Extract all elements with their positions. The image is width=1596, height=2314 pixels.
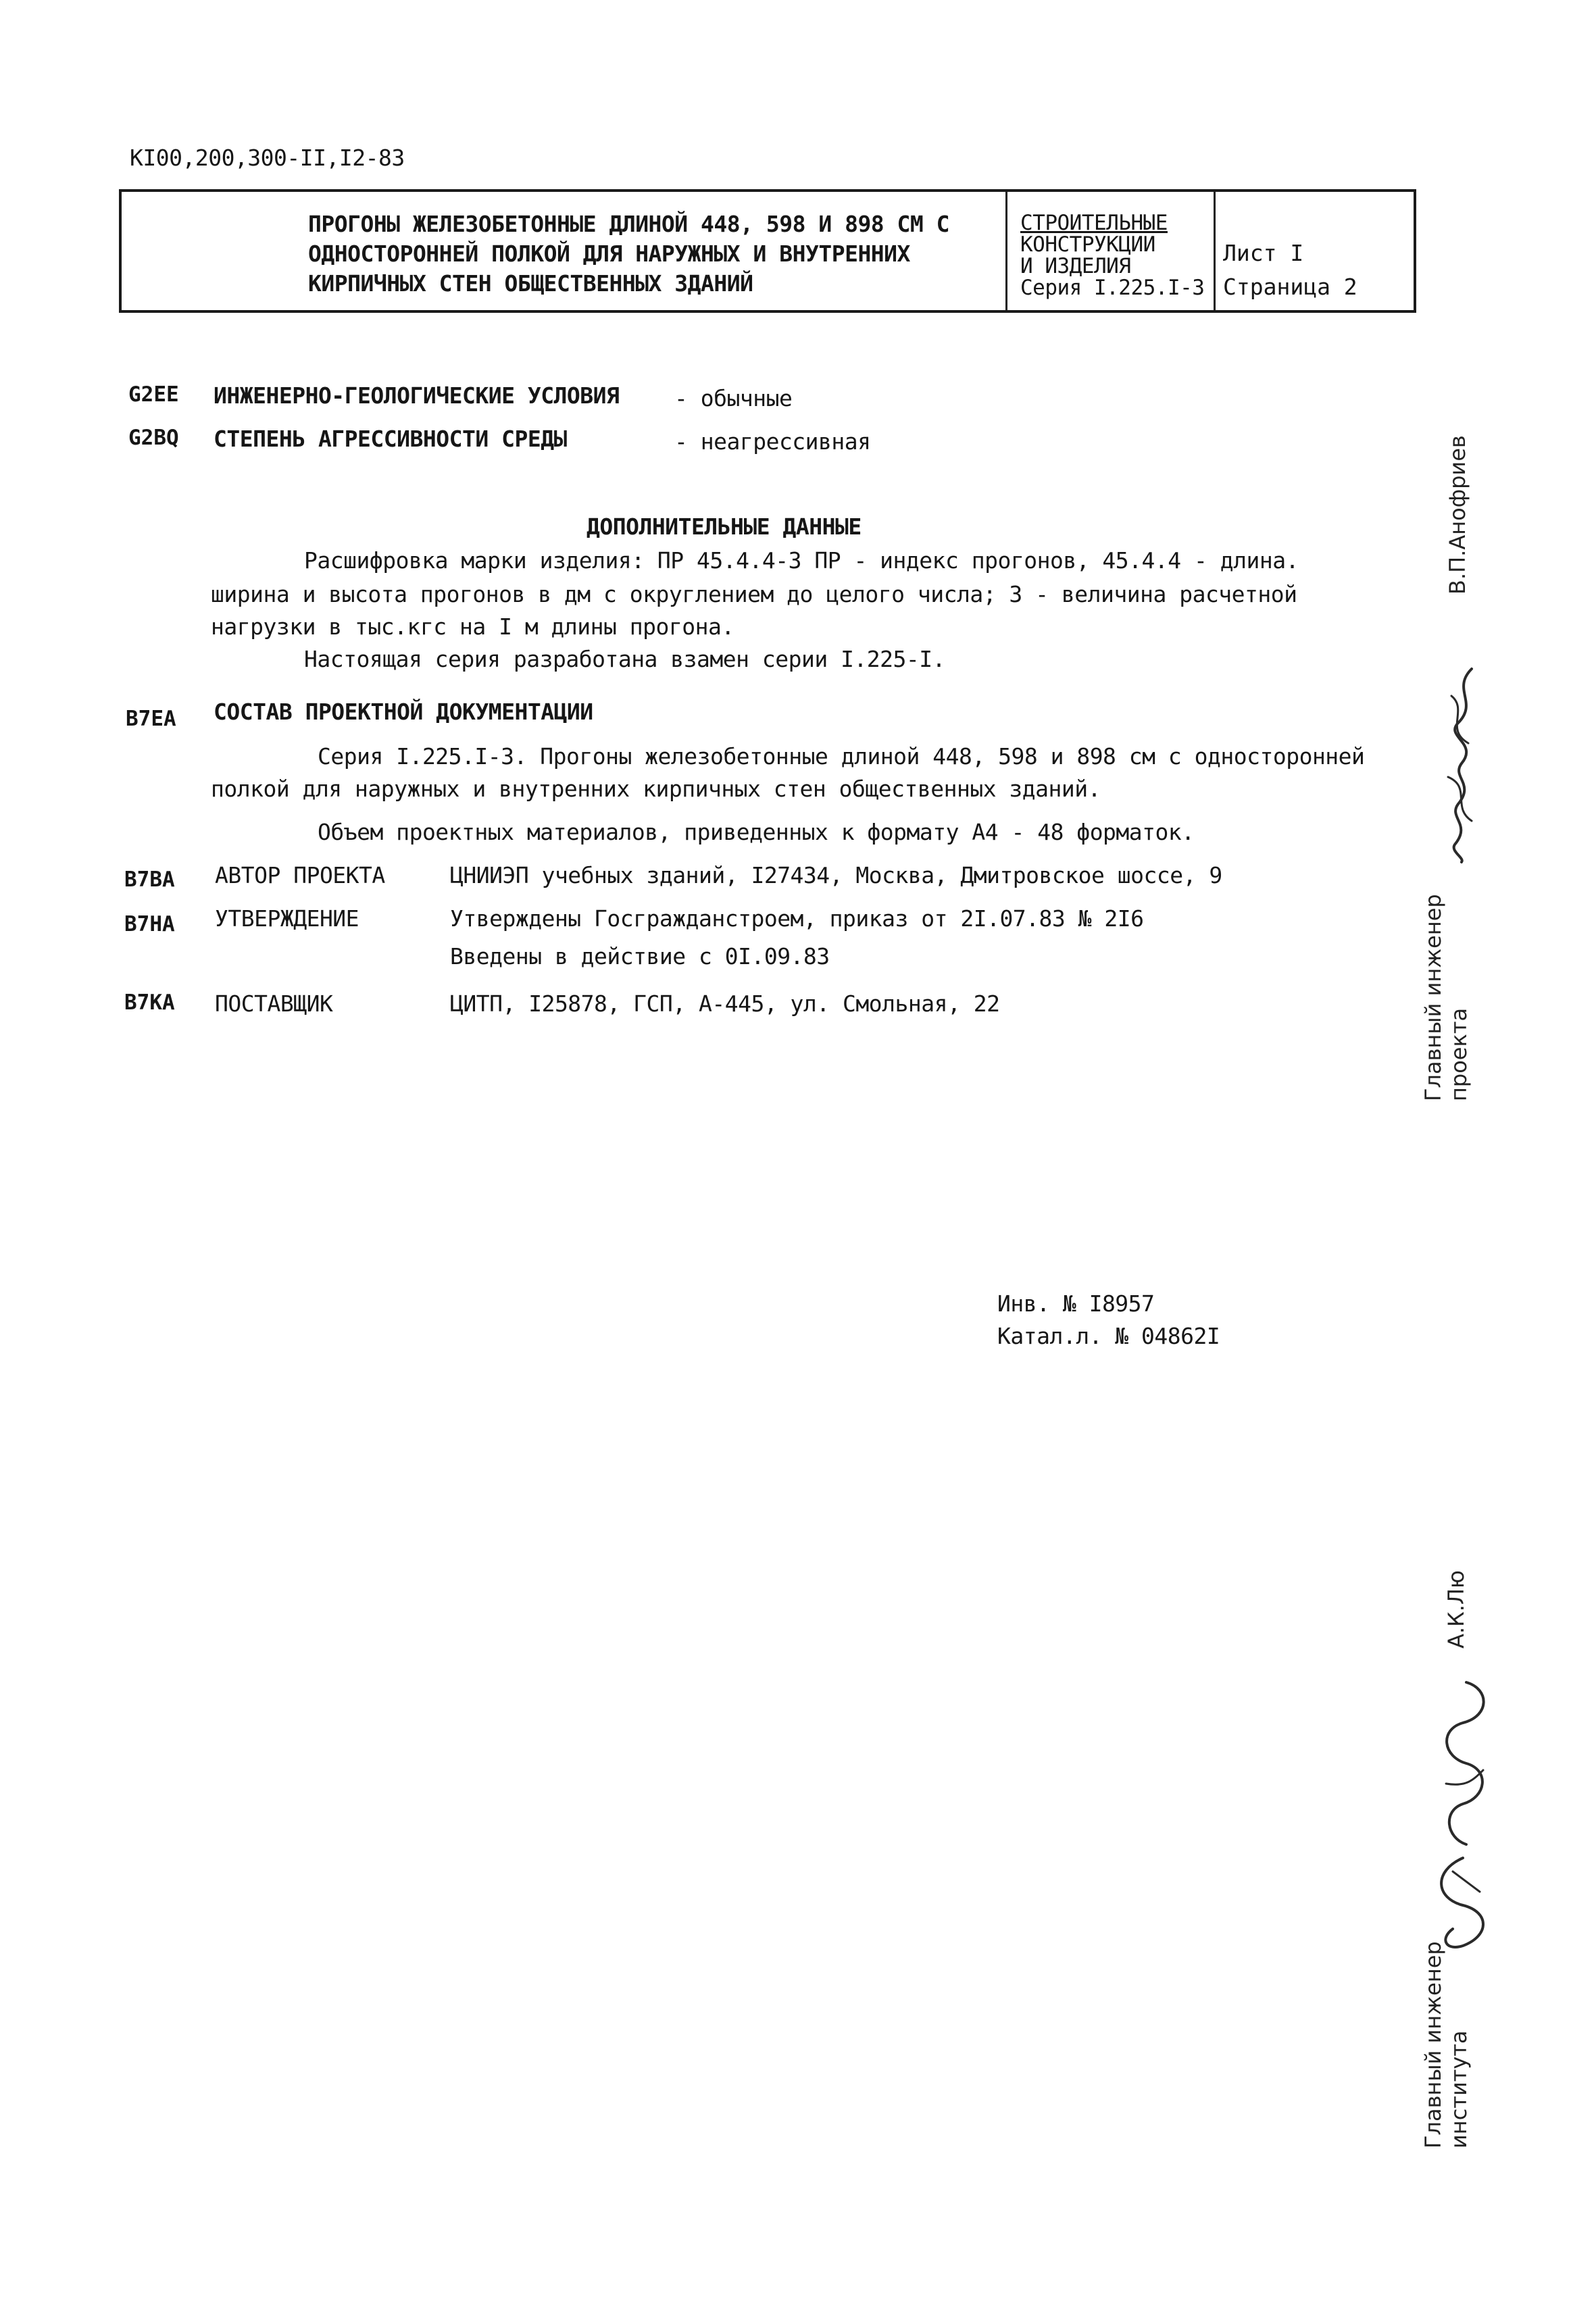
title-block [119,189,1416,313]
supplier-label: ПОСТАВЩИК [215,990,333,1017]
sheet-number: Лист I [1223,240,1304,266]
role-line: Главный инженер [1420,1941,1446,2148]
title-line: ОДНОСТОРОННЕЙ ПОЛКОЙ ДЛЯ НАРУЖНЫХ И ВНУТРЕННИХ [308,241,910,267]
composition-line: полкой для наружных и внутренних кирпичных стен общественных зданий. [211,776,1101,802]
role-line: Главный инженер [1420,894,1446,1101]
signatory-role-top [1420,894,1472,1101]
additional-note: Настоящая серия разработана взамен серии I.225-I. [304,646,946,672]
category-line: СТРОИТЕЛЬНЫЕ [1020,211,1168,235]
title-block-divider [1005,192,1007,310]
composition-volume: Объем проектных материалов, приведенных к формату А4 - 48 форматок. [318,819,1195,845]
title-line: ПРОГОНЫ ЖЕЛЕЗОБЕТОННЫЕ ДЛИНОЙ 448, 598 И 898 СМ С [308,211,950,237]
condition-label: СТЕПЕНЬ АГРЕССИВНОСТИ СРЕДЫ [214,426,567,452]
role-line: проекта [1446,1007,1472,1101]
title-line: КИРПИЧНЫХ СТЕН ОБЩЕСТВЕННЫХ ЗДАНИЙ [308,270,753,297]
document-title [308,209,949,299]
signature-bottom [1426,1669,1500,1953]
additional-line: нагрузки в тыс.кгс на I м длины прогона. [211,613,734,640]
approval-code: B7HA [124,912,175,936]
approval-effective: Введены в действие с 0I.09.83 [450,943,830,970]
supplier-value: ЦИТП, I25878, ГСП, А-445, ул. Смольная, 22 [450,990,1000,1017]
signatory-name-top: В.П.Анофриев [1445,435,1470,595]
condition-value: - неагрессивная [674,428,871,455]
author-label: АВТОР ПРОЕКТА [215,862,385,888]
signatory-role-bottom [1420,1941,1472,2148]
composition-code: B7EA [126,707,176,731]
category-line: КОНСТРУКЦИИ [1020,232,1155,257]
approval-value: Утверждены Госгражданстроем, приказ от 2I.07.83 № 2I6 [450,905,1144,932]
additional-heading: ДОПОЛНИТЕЛЬНЫЕ ДАННЫЕ [587,513,862,540]
condition-value: - обычные [674,385,793,411]
signature-top [1431,662,1492,865]
additional-line: ширина и высота прогонов в дм с округлением до целого числа; 3 - величина расчетной [211,581,1297,607]
page-number: Страница 2 [1223,274,1357,300]
category-line: И ИЗДЕЛИЯ [1020,254,1131,278]
sheet-info [1223,236,1357,304]
role-line: института [1446,2030,1472,2148]
title-block-divider [1214,192,1216,310]
inventory-number: Инв. № I8957 [997,1290,1155,1317]
additional-line: Расшифровка марки изделия: ПР 45.4.4-3 ПР - индекс прогонов, 45.4.4 - длина. [304,547,1299,574]
signatory-name-bottom: А.К.Лю [1443,1570,1469,1649]
composition-heading: СОСТАВ ПРОЕКТНОЙ ДОКУМЕНТАЦИИ [214,699,593,725]
category-block [1020,212,1204,299]
approval-label: УТВЕРЖДЕНИЕ [215,905,359,932]
catalog-number: Катал.л. № 04862I [997,1323,1220,1349]
author-code: B7BA [124,867,175,892]
condition-code: G2BQ [128,426,179,450]
series-number: Серия I.225.I-3 [1020,276,1205,300]
author-value: ЦНИИЭП учебных зданий, I27434, Москва, Дмитровское шоссе, 9 [450,862,1222,888]
condition-code: G2EE [128,382,179,407]
composition-line: Серия I.225.I-3. Прогоны железобетонные длиной 448, 598 и 898 см с односторонней [318,743,1365,770]
document-code: КI00,200,300-II,I2-83 [130,145,405,171]
supplier-code: B7KA [124,990,175,1015]
condition-label: ИНЖЕНЕРНО-ГЕОЛОГИЧЕСКИЕ УСЛОВИЯ [214,382,620,409]
